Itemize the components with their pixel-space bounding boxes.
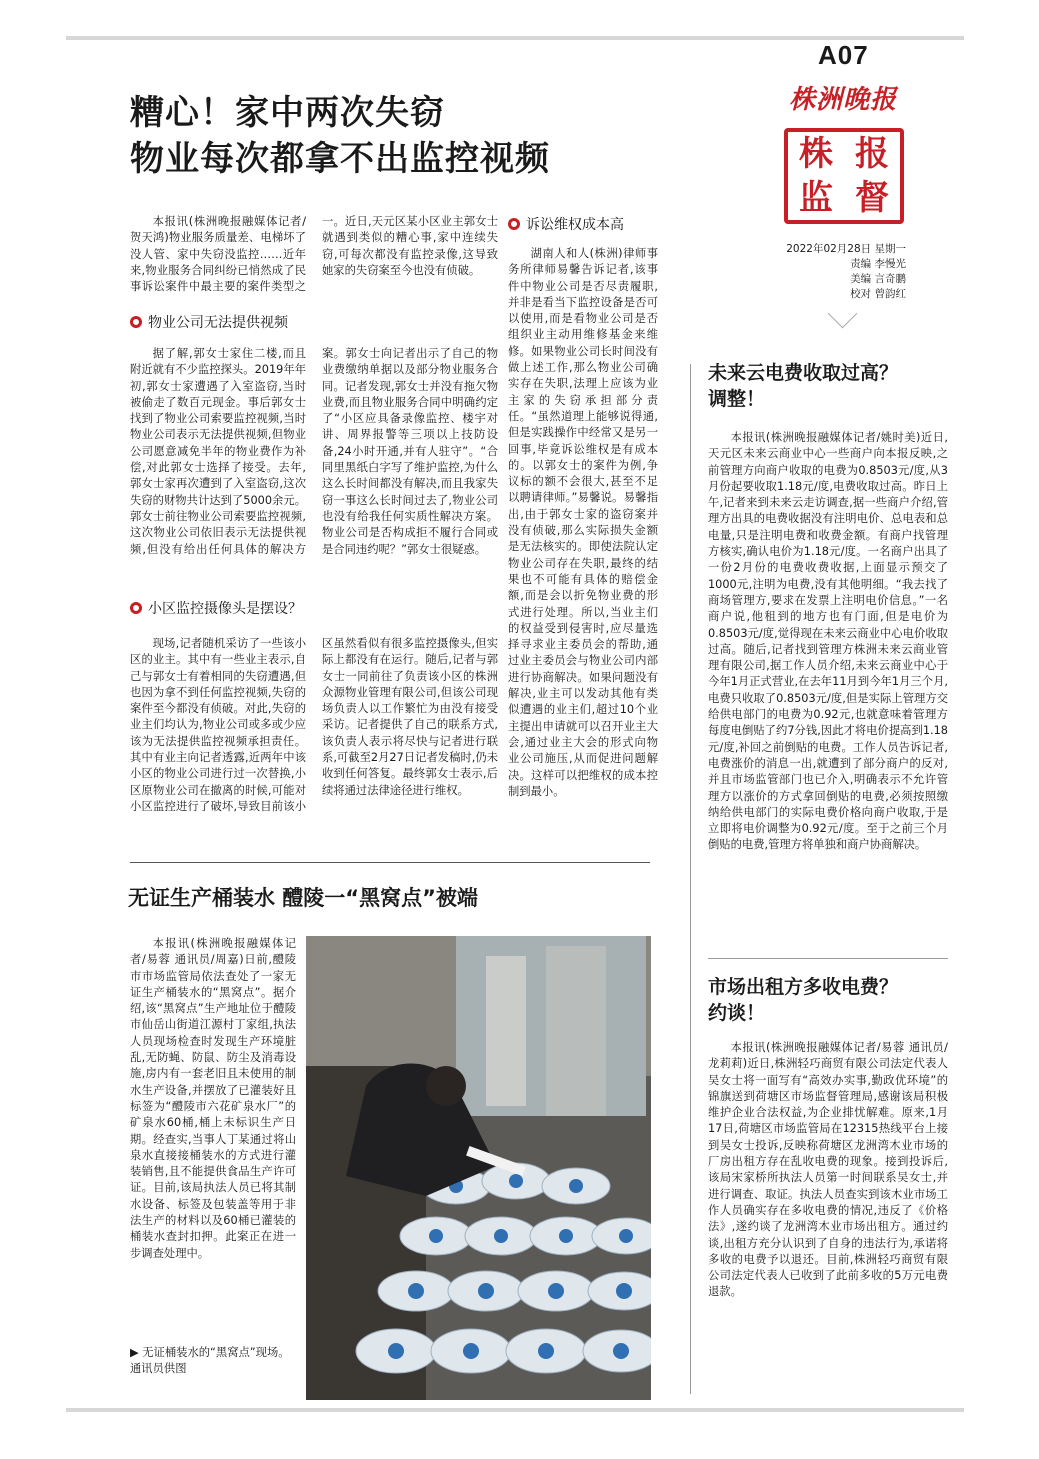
meta-pointer [828, 299, 858, 329]
sidebar-separator [690, 364, 691, 1394]
sidebar-story1-title: 未来云电费收取过高？ 调整！ [708, 362, 899, 410]
section3-body: 湖南人和人(株洲)律师事务所律师易馨告诉记者,该事件中物业公司是否尽责履职,并非是看当下监控设备是否可以使用,而是看物业公司是否组织业主动用维修基金来维修。如果物业公司长时间没有做上述工作,那么物业公司确实存在失职,法理上应该为业主家的失窃承担部分责任。“虽然道理上能够说得通,但是实践操作中经常又是另一回事,毕竟诉讼维权是有成本的。以郭女士的案件为例,争议标的额不会很大,甚至不足以聘请律师。”易馨说。易馨指出,由于郭女士家的盗窃案并没有侦破,那么实际损失金额是无法核实的。即使法院认定物业公司存在失职,最终的结果也不可能有具体的赔偿金额,而是会以折免物业费的形式进行处理。所以,当业主们的权益受到侵害时,应尽量选择寻求业主委员会的帮助,通过业主委员会与物业公司内部进行协商解决。如果问题没有解决,业主可以发动其他有类似遭遇的业主们,超过10个业主提出申请就可以召开业主大会,通过业主大会的形式向物业公司施压,从而促进问题解决。这样可以把维权的成本控制到最小。 [508, 247, 658, 798]
section3-title: 诉讼维权成本高 [508, 214, 624, 234]
sidebar-story1-body: 本报讯(株洲晚报融媒体记者/姚时美)近日,天元区未来云商业中心一些商户向本报反映,之前管理方向商户收取的电费为0.8503元/度,从3月份起要收取1.18元/度,电费收取过高。昨日上午,记者来到未来云走访调查,据一些商户介绍,管理方出具的电费收据没有注明电价、总电表和总电量,只是注明电费和收费金额。有商户找管理方核实,确认电价为1.18元/度。一名商户出具了一份2月份的电费收费收据,上面显示预交了1000元,注明为电费,没有其他明细。“我去找了商场管理方,要求在发票上注明电价信息。”一名商户说,他租到的地方也有门面,但是电价为0.8503元/度,觉得现在未来云商业中心电价收取过高。随后,记者找到管理方株洲未来云商业管理有限公司,据工作人员介绍,未来云商业中心于今年1月正式营业,在去年11月到今年1月三个月,电费只收取了0.8503元/度,但是实际上管理方交给供电部门的电费为0.92元,也就意味着管理方每度电倒贴了约7分钱,因此才将电价提高到1.18元/度,补回之前倒贴的电费。工作人员告诉记者,电费涨价的消息一出,就遭到了部分商户的反对,并且市场监管部门也已介入,明确表示不允许管理方以涨价的方式拿回倒贴的电费,必须按照缴纳给供电部门的实际电费价格向商户收取,于是立即将电价调整为0.92元/度。至于之前三个月倒贴的电费,管理方将单独和商户协商解决。 [708, 431, 948, 852]
issue-meta [776, 242, 906, 302]
issue-date: 2022年02月28日 星期一 [786, 243, 906, 255]
designer: 美编 言奇鹏 [850, 273, 906, 285]
bullet-icon [130, 602, 142, 614]
proofreader: 校对 曾韵红 [850, 288, 906, 300]
bottom-rule [66, 1408, 964, 1412]
section-divider [130, 862, 650, 863]
sidebar-story2-title: 市场出租方多收电费？ 约谈！ [708, 976, 899, 1024]
section2-title: 小区监控摄像头是摆设？ [130, 598, 302, 618]
news-photo [306, 936, 651, 1400]
main-headline: 糟心！家中两次失窃 物业每次都拿不出监控视频 [130, 93, 550, 179]
section1-body: 据了解,郭女士家住二楼,而且附近就有不少监控探头。2019年年初,郭女士家遭遇了入室盗窃,当时被偷走了数百元现金。事后郭女士找到了物业公司索要监控视频,当时物业公司表示无法提供视频,但物业公司愿意减免半年的物业费作为补偿,对此郭女士选择了接受。去年,郭女士家再次遭到了入室盗窃,这次失窃的财物共计达到了5000余元。郭女士前往物业公司索要监控视频,这次物业公司依旧表示无法提供视频,但没有给出任何具体的解决方案。郭女士向记者出示了自己的物业费缴纳单据以及部分物业服务合同。记者发现,郭女士并没有拖欠物业费,而且物业服务合同中明确约定了“小区应具备录像监控、楼宇对讲、周界报警等三项以上技防设备,24小时开通,并有人驻守”。“合同里黑纸白字写了维护监控,为什么这么长时间都没有解决,而且我家失窃一事这么长时间过去了,物业公司也没有给我任何实质性解决方案。物业公司是否构成拒不履行合同或是合同违约呢？”郭女士很疑惑。 [130, 347, 498, 556]
column-seal [784, 128, 904, 224]
main-lead: 本报讯(株洲晚报融媒体记者/贺天鸿)物业服务质量差、电梯坏了没人管、家中失窃没监控……近年来,物业服务合同纠纷已悄然成了民事诉讼案件中最主要的案件类型之一。近日,天元区某小区业主郭女士就遇到类似的糟心事,家中连续失窃,可每次都没有监控录像,这导致她家的失窃案至今也没有侦破。 [130, 215, 498, 294]
water-bottles-illustration [306, 936, 651, 1400]
seal-char: 监 [799, 178, 833, 218]
newspaper-logo: 株洲晚报 [788, 85, 897, 115]
sidebar-divider [708, 958, 948, 959]
bullet-icon [130, 316, 142, 328]
second-headline: 无证生产桶装水 醴陵一“黑窝点”被端 [128, 886, 478, 910]
section2-body: 现场,记者随机采访了一些该小区的业主。其中有一些业主表示,自己与郭女士有着相同的失窃遭遇,但也因为拿不到任何监控视频,失窃的案件至今都没有侦破。对此,失窃的业主们均认为,物业公司或多或少应该为无法提供监控视频承担责任。其中有业主向记者透露,近两年中该小区的物业公司进行过一次替换,小区原物业公司在撤离的时候,可能对小区监控进行了破坏,导致目前该小区虽然看似有很多监控摄像头,但实际上都没有在运行。随后,记者与郭女士一同前往了负责该小区的株洲众源物业管理有限公司,但该公司现场负责人以工作繁忙为由没有接受采访。记者提供了自己的联系方式,该负责人表示将尽快与记者进行联系,可截至2月27日记者发稿时,仍未收到任何答复。最终郭女士表示,后续将通过法律途径进行维权。 [130, 637, 498, 813]
photo-caption: ▶ 无证桶装水的“黑窝点”现场。通讯员供图 [130, 1346, 290, 1375]
seal-char: 株 [799, 134, 833, 174]
bullet-icon [508, 218, 520, 230]
second-body: 本报讯(株洲晚报融媒体记者/易蓉 通讯员/周嘉)日前,醴陵市市场监管局依法查处了一家无证生产桶装水的“黑窝点”。据介绍,该“黑窝点”生产地址位于醴陵市仙岳山街道江源村丁家组,执法人员现场检查时发现生产环境脏乱,无防蝇、防鼠、防尘及消毒设施,房内有一套老旧且未使用的制水生产设备,并摆放了已灌装好且标签为“醴陵市六花矿泉水厂”的矿泉水60桶,桶上未标识生产日期。经查实,当事人丁某通过将山泉水直接接桶装水的方式进行灌装销售,且不能提供食品生产许可证。目前,该局执法人员已将其制水设备、标签及包装盖等用于非法生产的材料以及60桶已灌装的桶装水查封扣押。此案正在进一步调查处理中。 [130, 937, 296, 1260]
editor: 责编 李慢光 [850, 258, 906, 270]
seal-char: 报 [855, 134, 889, 174]
seal-char: 督 [855, 178, 889, 218]
sidebar-story2-body: 本报讯(株洲晚报融媒体记者/易蓉 通讯员/龙莉莉)近日,株洲轻巧商贸有限公司法定代表人吴女士将一面写有“高效办实事,勤政优环境”的锦旗送到荷塘区市场监督管理局,感谢该局积极维护企业合法权益,为企业排忧解难。原来,1月17日,荷塘区市场监管局在12315热线平台上接到吴女士投诉,反映称荷塘区龙洲湾木业市场的厂房出租方存在乱收电费的现象。接到投诉后,该局宋家桥所执法人员第一时间联系吴女士,并进行调查、取证。执法人员查实到该木业市场工作人员确实存在多收电费的情况,违反了《价格法》,遂约谈了龙洲湾木业市场出租方。通过约谈,出租方充分认识到了自身的违法行为,承诺将多收的电费予以退还。目前,株洲轻巧商贸有限公司法定代表人已收到了此前多收的5万元电费退款。 [708, 1041, 948, 1299]
page-number: A07 [818, 40, 869, 70]
section1-title: 物业公司无法提供视频 [130, 312, 288, 332]
